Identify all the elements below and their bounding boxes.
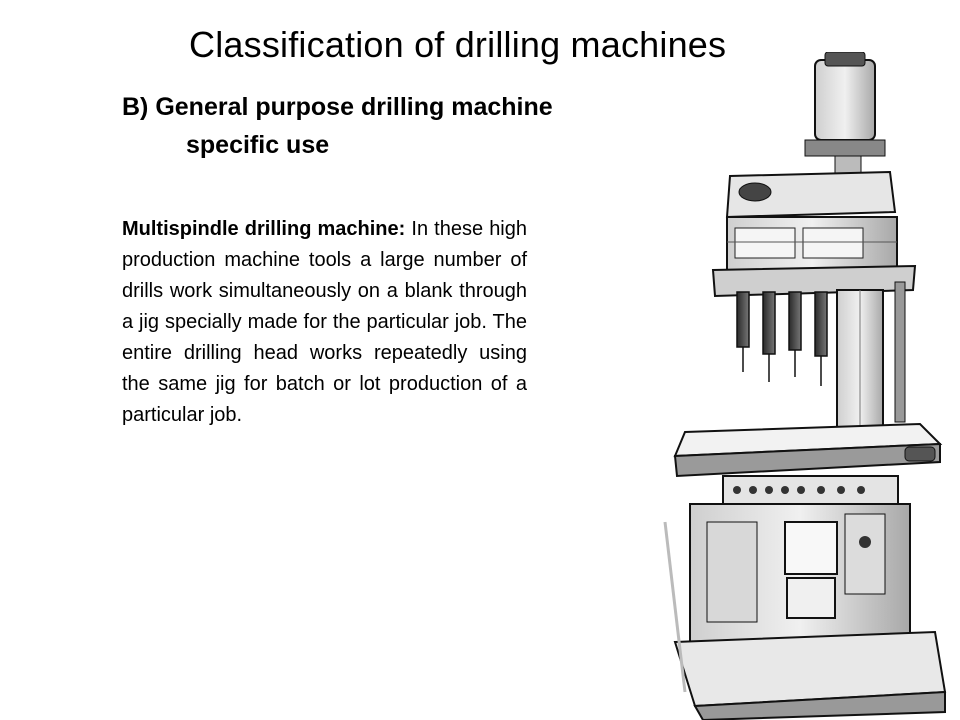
body-paragraph [122,214,527,431]
subtitle-line-1: B) General purpose drilling machine [122,93,553,121]
drilling-machine-image [645,52,960,720]
slide-title: Classification of drilling machines [189,24,727,65]
body-lead: Multispindle drilling machine: [122,218,406,240]
slide-subtitle [122,88,553,164]
body-text: In these high production machine tools a large number of drills work simultaneously on a blank through a jig specially made for the particular job. The entire drilling head works repeatedly using the same jig for batch or lot production of a particular job. [122,218,527,426]
subtitle-line-2: specific use [186,131,330,159]
